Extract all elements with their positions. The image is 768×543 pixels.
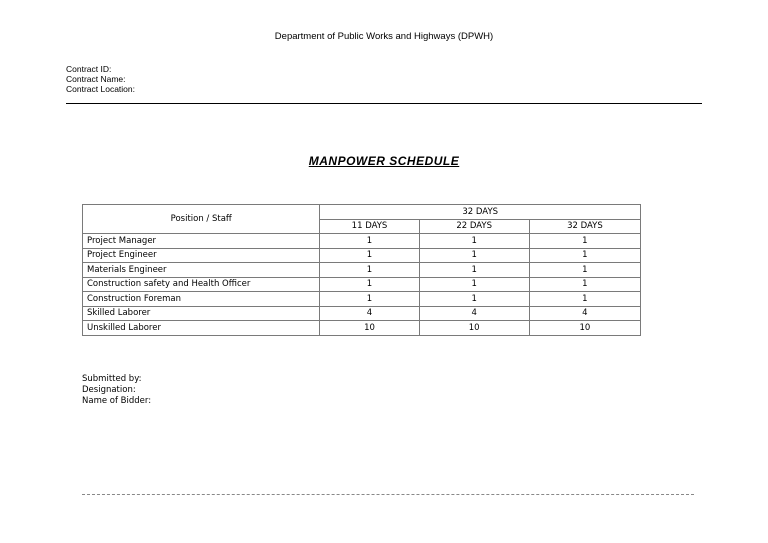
value-cell: 1 [529,248,640,263]
manpower-table [82,204,641,336]
position-cell: Unskilled Laborer [83,321,320,336]
value-cell: 1 [320,277,419,292]
footer-dashed-divider [82,494,694,495]
table-row [83,277,641,292]
bidder-name-label: Name of Bidder: [82,396,152,406]
value-cell: 1 [419,277,529,292]
column-header: 11 DAYS [320,219,419,234]
contract-info [66,64,135,94]
table-row [83,306,641,321]
value-cell: 1 [320,234,419,249]
header-divider [66,103,702,104]
value-cell: 1 [320,292,419,307]
value-cell: 1 [529,277,640,292]
contract-name-label: Contract Name: [66,74,126,84]
value-cell: 1 [529,234,640,249]
position-cell: Skilled Laborer [83,306,320,321]
position-cell: Project Engineer [83,248,320,263]
position-header: Position / Staff [83,205,320,234]
submitted-by-label: Submitted by: [82,374,142,384]
value-cell: 1 [320,248,419,263]
column-header: 22 DAYS [419,219,529,234]
table-row [83,248,641,263]
page-title: MANPOWER SCHEDULE [308,154,460,168]
position-cell: Project Manager [83,234,320,249]
contract-id-label: Contract ID: [66,64,112,74]
value-cell: 1 [419,292,529,307]
value-cell: 4 [529,306,640,321]
position-cell: Construction Foreman [83,292,320,307]
value-cell: 10 [419,321,529,336]
position-cell: Materials Engineer [83,263,320,278]
value-cell: 10 [320,321,419,336]
value-cell: 1 [529,292,640,307]
duration-group-header: 32 DAYS [320,205,641,220]
submission-info [82,374,151,407]
value-cell: 4 [419,306,529,321]
value-cell: 1 [320,263,419,278]
table-row [83,234,641,249]
value-cell: 4 [320,306,419,321]
value-cell: 1 [419,248,529,263]
value-cell: 1 [529,263,640,278]
table-row [83,321,641,336]
department-header: Department of Public Works and Highways (DPWH) [274,31,494,42]
column-header: 32 DAYS [529,219,640,234]
value-cell: 1 [419,234,529,249]
table-row [83,292,641,307]
table-row [83,263,641,278]
designation-label: Designation: [82,385,136,395]
contract-location-label: Contract Location: [66,84,135,94]
value-cell: 10 [529,321,640,336]
value-cell: 1 [419,263,529,278]
position-cell: Construction safety and Health Officer [83,277,320,292]
